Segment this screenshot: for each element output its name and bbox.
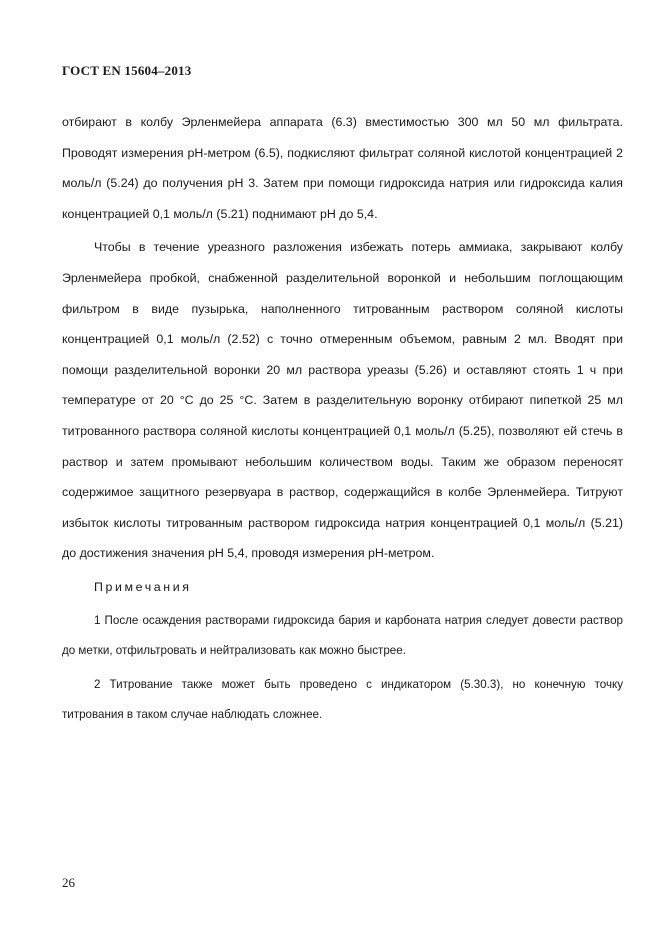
document-body (62, 107, 623, 731)
document-header: ГОСТ EN 15604–2013 (62, 63, 192, 78)
notes-title: Примечания (94, 579, 192, 594)
paragraph-continuation: отбирают в колбу Эрленмейера аппарата (6.3) вместимостью 300 мл 50 мл фильтрата. Проводят измерения pH-метром (6.5), подкисляют фильтрат соляной кислотой концентрацией 2 моль/л (5.24) до получения pH 3. Затем при помощи гидроксида натрия или гидроксида калия концентрацией 0,1 моль/л (5.21) поднимают pH до 5,4. (62, 115, 623, 221)
paragraph-procedure: Чтобы в течение уреазного разложения избежать потерь аммиака, закрывают колбу Эрленмейера пробкой, снабженной разделительной воронкой и небольшим поглощающим фильтром в виде пузырька, наполненного титрованным раствором соляной кислоты концентрацией 0,1 моль/л (2.52) с точно отмеренным объемом, равным 2 мл. Вводят при помощи разделительной воронки 20 мл раствора уреазы (5.26) и оставляют стоять 1 ч при температуре от 20 °С до 25 °С. Затем в разделительную воронку отбирают пипеткой 25 мл титрованного раствора соляной кислоты концентрацией 0,1 моль/л (5.25), позволяют ей стечь в раствор и затем промывают небольшим количеством воды. Таким же образом переносят содержимое защитного резервуара в раствор, содержащийся в колбе Эрленмейера. Титруют избыток кислоты титрованным раствором гидроксида натрия концентрацией 0,1 моль/л (5.21) до достижения значения pH 5,4, проводя измерения pH-метром. (62, 240, 623, 561)
note-item-2: 2 Титрование также может быть проведено с индикатором (5.30.3), но конечную точку титрования в таком случае наблюдать сложнее. (62, 677, 623, 722)
page-number: 26 (62, 875, 75, 890)
note-item-1: 1 После осаждения растворами гидроксида бария и карбоната натрия следует довести раствор до метки, отфильтровать и нейтрализовать как можно быстрее. (62, 613, 623, 658)
